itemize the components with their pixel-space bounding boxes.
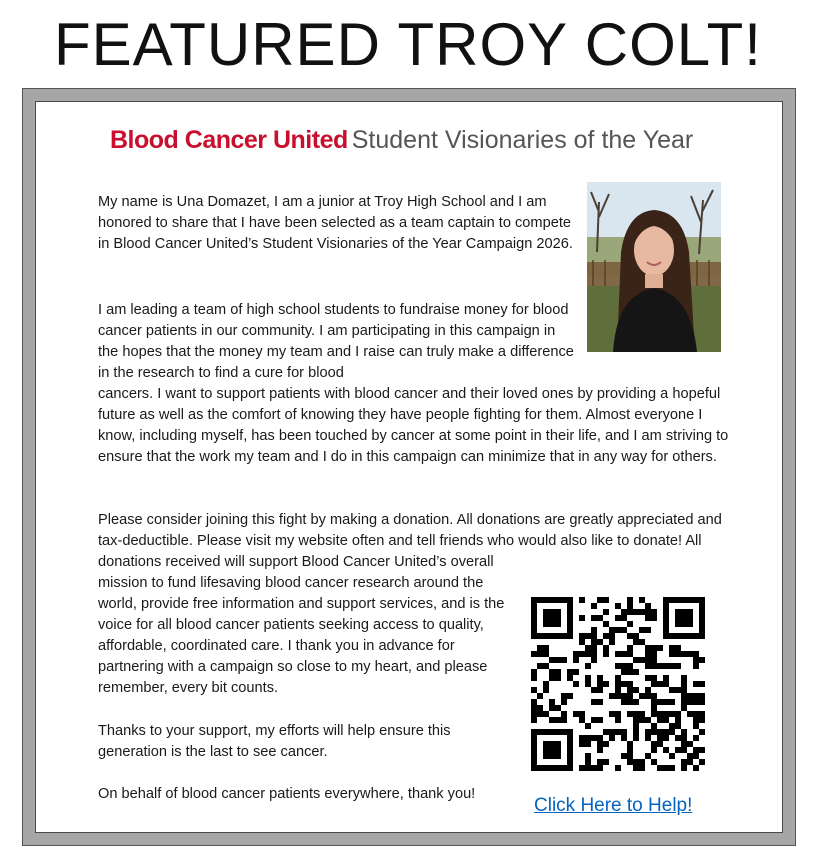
brand-header bbox=[110, 126, 693, 160]
closing-paragraph: On behalf of blood cancer patients everywhere, thank you! bbox=[98, 786, 476, 802]
flyer-card bbox=[35, 101, 783, 833]
brand-logo-text: Blood Cancer United bbox=[110, 126, 348, 154]
flyer-frame bbox=[22, 88, 796, 846]
qr-code-icon bbox=[529, 597, 707, 771]
help-donate-link[interactable]: Click Here to Help! bbox=[534, 795, 693, 816]
student-photo bbox=[587, 182, 721, 352]
mission-paragraph-bottom: cancers. I want to support patients with blood cancer and their loved ones by providing a hopeful future as well as the comfort of knowing they have people fighting for them. Almost everyone I know, including myself, has been touched by cancer at some point in their life, and I am striving to ensure that the work my team and I do in this campaign can minimize that in any way for others. bbox=[98, 386, 729, 465]
page-headline: FEATURED TROY COLT! bbox=[54, 11, 762, 78]
donate-paragraph-bottom: mission to fund lifesaving blood cancer research around the world, provide free information and support services, and is the voice for all blood cancer patients seeking access to quality, affordable, coordinated care. I thank you in advance for partnering with a campaign so close to my heart, and please remember, every bit counts. bbox=[98, 575, 505, 696]
student-portrait-image bbox=[587, 182, 721, 352]
brand-tagline: Student Visionaries of the Year bbox=[351, 126, 694, 154]
mission-paragraph-top: I am leading a team of high school students to fundraise money for blood cancer patients in our community. I am participating in this campaign in the hopes that the money my team and I raise can truly make a difference in the research to find a cure for blood bbox=[98, 302, 574, 381]
qr-code[interactable] bbox=[529, 597, 707, 771]
donate-paragraph-top: Please consider joining this fight by making a donation. All donations are greatly appreciated and tax-deductible. Please visit my website often and tell friends who would also like to donate! All donations received will support Blood Cancer United’s overall bbox=[98, 512, 722, 570]
intro-paragraph: My name is Una Domazet, I am a junior at Troy High School and I am honored to share that I have been selected as a team captain to compete in Blood Cancer United’s Student Visionaries of the Year Campaign 2026. bbox=[98, 194, 573, 252]
thanks-paragraph: Thanks to your support, my efforts will help ensure this generation is the last to see cancer. bbox=[98, 723, 451, 760]
